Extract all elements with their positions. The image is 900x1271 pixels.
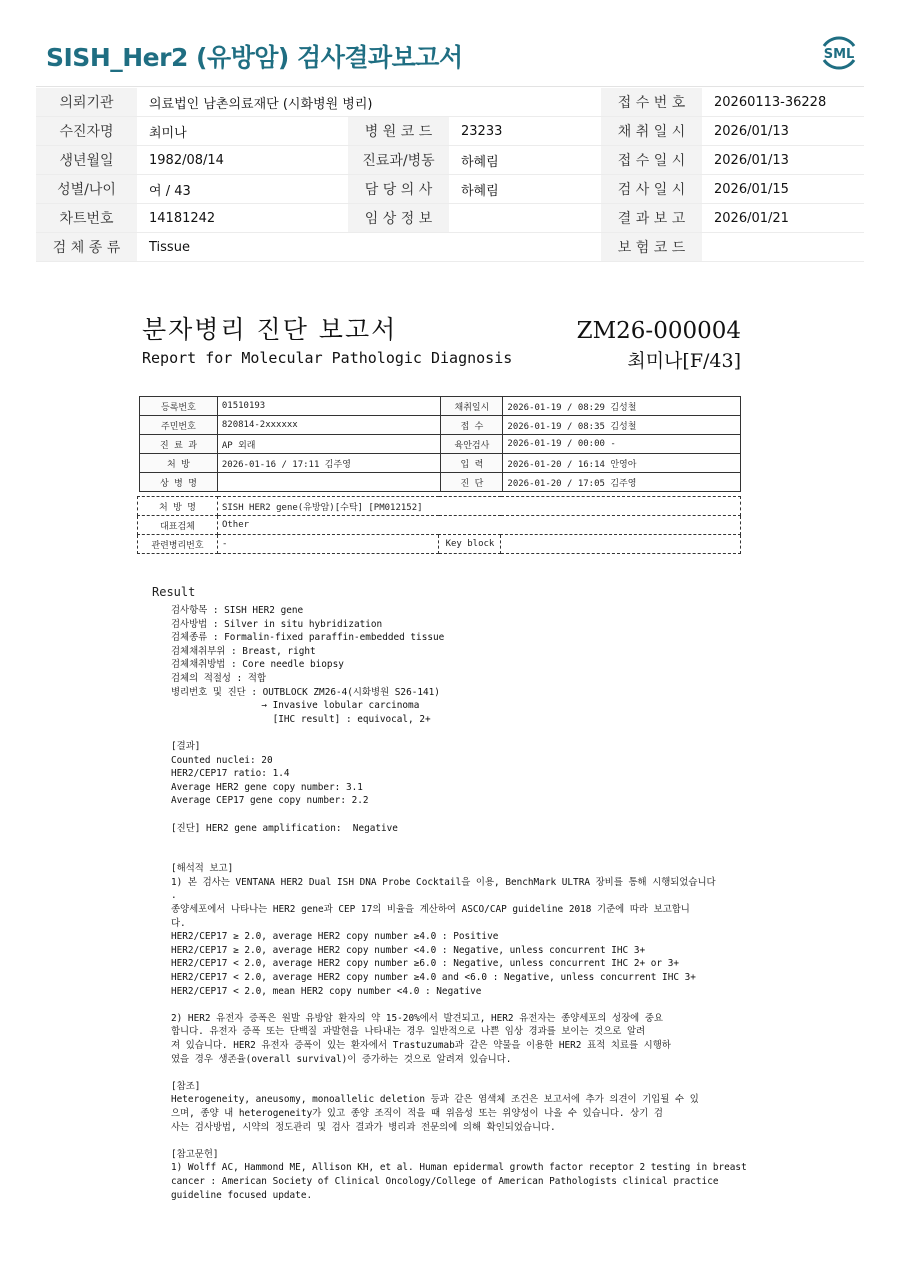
- info-value: 하혜림: [449, 175, 601, 204]
- grid-label: Key block: [439, 535, 501, 554]
- grid-label: 주민번호: [140, 416, 218, 435]
- grid-value: [501, 535, 741, 554]
- result-line: [결과]: [171, 740, 201, 752]
- report-id: ZM26-000004: [576, 318, 741, 344]
- result-line: 병리번호 및 진단 : OUTBLOCK ZM26-4(시화병원 S26-141): [171, 686, 440, 698]
- svg-text:SML: SML: [823, 47, 855, 62]
- info-label: 접 수 일 시: [601, 146, 702, 175]
- info-value: 23233: [449, 117, 601, 146]
- info-row: [36, 117, 864, 146]
- result-line: [171, 835, 731, 849]
- info-row: [36, 175, 864, 204]
- result-line: cancer : American Society of Clinical Oncology/College of American Pathologists clinical practice: [171, 1175, 719, 1187]
- grid-row: [140, 416, 741, 435]
- info-label: 수진자명: [36, 117, 137, 146]
- result-line: 였을 경우 생존율(overall survival)이 증가하는 것으로 알려져 있습니다.: [171, 1053, 512, 1065]
- grid-value: AP 외래: [217, 435, 441, 454]
- grid-label: 입 력: [441, 454, 503, 473]
- grid-value: 2026-01-20 / 17:05 김주영: [503, 473, 741, 492]
- grid-row: [140, 435, 741, 454]
- grid-value: 2026-01-19 / 08:29 김성철: [503, 397, 741, 416]
- info-row: [36, 233, 864, 262]
- result-line: 검사방법 : Silver in situ hybridization: [171, 618, 383, 630]
- info-value: 최미나: [137, 117, 348, 146]
- result-heading: Result: [152, 585, 196, 599]
- info-label: 채 취 일 시: [601, 117, 702, 146]
- result-line: HER2/CEP17 < 2.0, average HER2 copy number ≥4.0 and <6.0 : Negative, unless concurrent IHC 3+: [171, 972, 696, 984]
- info-value: 의료법인 남촌의료재단 (시화병원 병리): [137, 88, 601, 117]
- result-line: HER2/CEP17 < 2.0, average HER2 copy number ≥6.0 : Negative, unless concurrent IHC 2+ or 3+: [171, 958, 679, 970]
- result-line: HER2/CEP17 ≥ 2.0, average HER2 copy number <4.0 : Negative, unless concurrent IHC 3+: [171, 944, 646, 956]
- grid-value: 01510193: [217, 397, 441, 416]
- info-label: 의뢰기관: [36, 88, 137, 117]
- result-line: .: [171, 890, 177, 902]
- result-line: [171, 1066, 731, 1080]
- result-line: [IHC result] : equivocal, 2+: [171, 713, 431, 725]
- result-line: [171, 808, 731, 822]
- result-line: [참고문헌]: [171, 1148, 219, 1160]
- result-line: [참조]: [171, 1080, 201, 1092]
- grid-label: 등록번호: [140, 397, 218, 416]
- result-line: [171, 1134, 731, 1148]
- info-value: 2026/01/15: [702, 175, 864, 204]
- result-line: 져 있습니다. HER2 유전자 증폭이 있는 환자에서 Trastuzumab과 같은 약물을 이용한 HER2 표적 치료를 시행하: [171, 1040, 671, 1051]
- info-value: 1982/08/14: [137, 146, 348, 175]
- grid-value: 820814-2xxxxxx: [217, 416, 441, 435]
- registration-grid: [139, 396, 741, 492]
- info-label: 접 수 번 호: [601, 88, 702, 117]
- grid-label: 진 단: [441, 473, 503, 492]
- info-row: [36, 204, 864, 233]
- info-label: 차트번호: [36, 204, 137, 233]
- result-line: 검체채취부위 : Breast, right: [171, 645, 316, 657]
- grid-value: SISH HER2 gene(유방암)[수탁] [PM012152]: [217, 497, 740, 516]
- grid-label: 진 료 과: [140, 435, 218, 454]
- result-line: 으며, 종양 내 heterogeneity가 있고 종양 조직이 적을 때 위음성 또는 위양성이 나올 수 있습니다. 상기 검: [171, 1107, 663, 1119]
- result-line: HER2/CEP17 ≥ 2.0, average HER2 copy number ≥4.0 : Positive: [171, 931, 499, 943]
- info-value: 14181242: [137, 204, 348, 233]
- result-body: [171, 604, 747, 1202]
- report-patient: 최미나[F/43]: [627, 350, 741, 372]
- grid-label: 처 방 명: [138, 497, 218, 516]
- result-line: 사는 검사방법, 시약의 정도관리 및 검사 결과가 병리과 전문의에 의해 확인되었습니다.: [171, 1121, 556, 1133]
- result-line: 검체종류 : Formalin-fixed paraffin-embedded tissue: [171, 632, 445, 644]
- result-line: guideline focused update.: [171, 1189, 313, 1201]
- result-line: 2) HER2 유전자 증폭은 원발 유방암 환자의 약 15-20%에서 발견되고, HER2 유전자는 종양세포의 성장에 중요: [171, 1012, 663, 1024]
- result-line: 종양세포에서 나타나는 HER2 gene과 CEP 17의 비율을 계산하여 ASCO/CAP guideline 2018 기준에 따라 보고합니: [171, 904, 690, 916]
- grid-row: [138, 535, 741, 554]
- info-label: 담 당 의 사: [348, 175, 449, 204]
- info-value: 20260113-36228: [702, 88, 864, 117]
- grid-label: 대표검체: [138, 516, 218, 535]
- info-value: 하혜림: [449, 146, 601, 175]
- result-line: HER2/CEP17 ratio: 1.4: [171, 768, 290, 780]
- result-line: 1) Wolff AC, Hammond ME, Allison KH, et al. Human epidermal growth factor receptor 2 testing in breast: [171, 1162, 747, 1174]
- info-label: 보 험 코 드: [601, 233, 702, 262]
- grid-label: 관련병리번호: [138, 535, 218, 554]
- info-value: 2026/01/13: [702, 117, 864, 146]
- prescription-grid: [137, 496, 741, 554]
- result-line: [진단] HER2 gene amplification: Negative: [171, 822, 398, 834]
- info-value: 2026/01/21: [702, 204, 864, 233]
- grid-value: -: [217, 535, 439, 554]
- result-line: [해석적 보고]: [171, 863, 234, 875]
- page-title: SISH_Her2 (유방암) 검사결과보고서: [46, 43, 463, 72]
- info-row: [36, 146, 864, 175]
- grid-value: 2026-01-19 / 08:35 김성철: [503, 416, 741, 435]
- result-line: Average HER2 gene copy number: 3.1: [171, 781, 363, 793]
- info-row: [36, 88, 864, 117]
- patient-info-table: [36, 88, 864, 262]
- grid-value: Other: [217, 516, 740, 535]
- sml-logo: [816, 30, 862, 76]
- grid-label: 채취일시: [441, 397, 503, 416]
- grid-row: [138, 497, 741, 516]
- result-line: Counted nuclei: 20: [171, 754, 273, 766]
- result-line: [171, 726, 731, 740]
- info-label: 진료과/병동: [348, 146, 449, 175]
- info-label: 검 체 종 류: [36, 233, 137, 262]
- grid-row: [140, 454, 741, 473]
- result-line: → Invasive lobular carcinoma: [171, 700, 420, 712]
- result-line: 검체의 적절성 : 적합: [171, 672, 267, 684]
- result-line: 검사항목 : SISH HER2 gene: [171, 605, 304, 616]
- result-line: Average CEP17 gene copy number: 2.2: [171, 795, 369, 807]
- result-line: [171, 849, 731, 863]
- info-value: [449, 204, 601, 233]
- info-value: [702, 233, 864, 262]
- result-line: 합니다. 유전자 증폭 또는 단백질 과발현을 나타내는 경우 일반적으로 나쁜 임상 경과를 보이는 것으로 알려: [171, 1026, 646, 1038]
- info-label: 성별/나이: [36, 175, 137, 204]
- result-line: HER2/CEP17 < 2.0, mean HER2 copy number <4.0 : Negative: [171, 985, 482, 997]
- grid-label: 처 방: [140, 454, 218, 473]
- grid-label: 상 병 명: [140, 473, 218, 492]
- grid-row: [140, 397, 741, 416]
- info-label: 임 상 정 보: [348, 204, 449, 233]
- grid-row: [138, 516, 741, 535]
- grid-value: 2026-01-19 / 00:00 -: [503, 435, 741, 454]
- result-line: 검체채취방법 : Core needle biopsy: [171, 659, 344, 671]
- grid-label: 육안검사: [441, 435, 503, 454]
- grid-label: 접 수: [441, 416, 503, 435]
- info-value: 2026/01/13: [702, 146, 864, 175]
- info-label: 결 과 보 고: [601, 204, 702, 233]
- grid-value: [217, 473, 441, 492]
- report-title-ko: 분자병리 진단 보고서: [142, 315, 398, 344]
- header-divider: [36, 86, 864, 87]
- result-line: Heterogeneity, aneusomy, monoallelic deletion 등과 같은 염색체 조건은 보고서에 추가 의견이 기입될 수 있: [171, 1094, 699, 1106]
- result-line: [171, 998, 731, 1012]
- grid-value: 2026-01-20 / 16:14 안영아: [503, 454, 741, 473]
- report-title-en: Report for Molecular Pathologic Diagnosis: [142, 349, 513, 367]
- info-value: Tissue: [137, 233, 601, 262]
- result-line: 1) 본 검사는 VENTANA HER2 Dual ISH DNA Probe Cocktail을 이용, BenchMark ULTRA 장비를 통해 시행되었습니다: [171, 876, 716, 888]
- info-label: 검 사 일 시: [601, 175, 702, 204]
- grid-value: 2026-01-16 / 17:11 김주영: [217, 454, 441, 473]
- grid-row: [140, 473, 741, 492]
- info-label: 생년월일: [36, 146, 137, 175]
- result-line: 다.: [171, 917, 186, 929]
- info-value: 여 / 43: [137, 175, 348, 204]
- info-label: 병 원 코 드: [348, 117, 449, 146]
